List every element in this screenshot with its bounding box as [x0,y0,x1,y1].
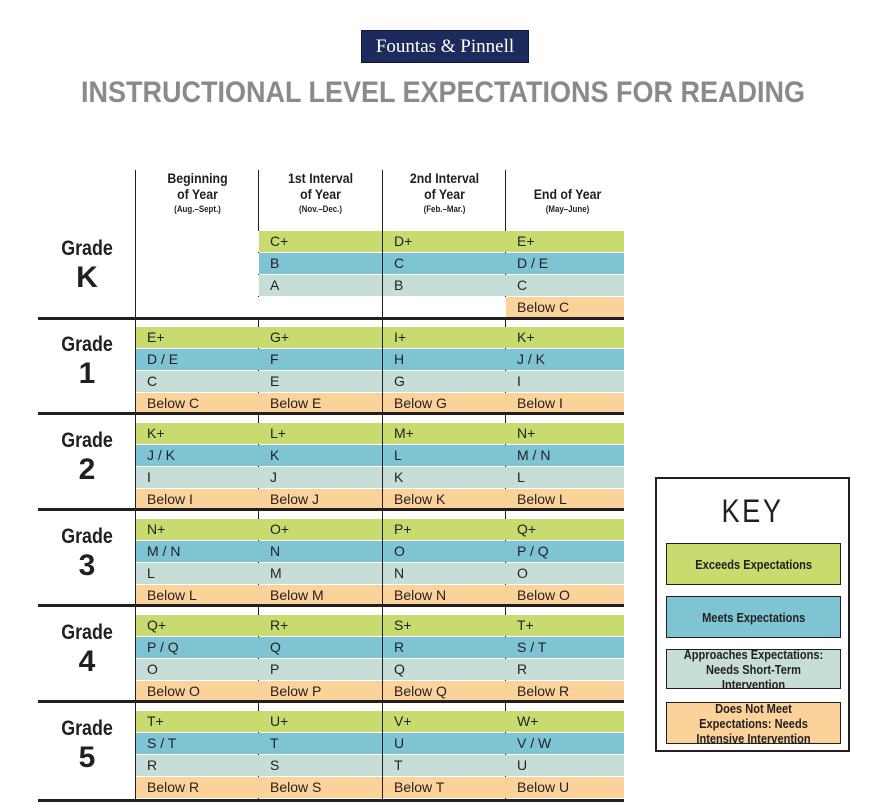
table-row [136,231,624,252]
column-header-line: 1st Interval [287,170,354,186]
table-row [136,585,624,606]
table-cell: Below T [383,777,506,798]
table-row [136,327,624,348]
column-header-line: of Year [177,186,218,202]
table-cell: Below N [383,585,506,606]
table-cell: Below M [259,585,382,606]
table-cell: Below E [259,393,382,414]
table-cell: K+ [506,327,624,348]
table-cell: L [506,467,624,488]
column-header-line: (Nov.–Dec.) [298,204,342,214]
table-cell: C [506,275,624,296]
column-header-line: (May–June) [545,204,590,214]
key-label: Approaches Expectations: Needs Short-Term Intervention [683,646,824,692]
grade-separator [38,799,624,802]
table-cell: T+ [136,711,259,732]
column-header-line: (Feb.–Mar.) [423,204,466,214]
table-row [136,467,624,488]
table-row [136,777,624,798]
grade-word: Grade [61,621,113,644]
table-cell: K+ [136,423,259,444]
grade-word: Grade [61,237,113,260]
table-cell: M [259,563,382,584]
grade-number: 2 [78,453,96,486]
table-cell: O [383,541,506,562]
table-cell: F [259,349,382,370]
table-row [136,393,624,414]
table-cell: I [506,371,624,392]
table-cell: Below I [136,489,259,510]
table-cell: T [383,755,506,776]
table-cell: E+ [506,231,624,252]
table-cell: D / E [136,349,259,370]
table-cell: Below U [506,777,624,798]
column-header-line: Beginning [167,170,228,186]
table-cell: R+ [259,615,382,636]
table-cell: Below S [259,777,382,798]
table-cell: Below I [506,393,624,414]
column-header-1 [136,170,259,216]
table-cell [136,253,259,274]
table-cell: T [259,733,382,754]
table-cell [136,275,259,296]
table-cell: Below G [383,393,506,414]
key-meets [666,596,841,638]
table-cell: C [383,253,506,274]
table-cell: S / T [136,733,259,754]
table-cell: Below R [136,777,259,798]
page-title: INSTRUCTIONAL LEVEL EXPECTATIONS FOR READING [80,76,806,109]
grade-number: 4 [78,645,96,678]
table-cell: N [383,563,506,584]
table-cell: Below Q [383,681,506,702]
table-cell: P / Q [136,637,259,658]
grade-word: Grade [61,429,113,452]
table-cell: U [383,733,506,754]
table-cell: L [136,563,259,584]
table-cell: N+ [506,423,624,444]
table-cell: O [136,659,259,680]
grade-label-3 [38,525,136,583]
table-cell: T+ [506,615,624,636]
table-cell: J [259,467,382,488]
table-row [136,349,624,370]
table-row [136,659,624,680]
column-header-line: of Year [424,186,465,202]
table-cell: Below R [506,681,624,702]
table-row [136,371,624,392]
grade-separator [38,508,624,511]
grade-label-2 [38,429,136,487]
table-cell: L+ [259,423,382,444]
grade-label-5 [38,717,136,775]
table-cell: A [259,275,382,296]
table-cell: S / T [506,637,624,658]
table-cell: C+ [259,231,382,252]
table-cell: C [136,371,259,392]
table-cell: D+ [383,231,506,252]
table-cell: S [259,755,382,776]
table-row [136,275,624,296]
table-cell: S+ [383,615,506,636]
grade-number: K [76,261,98,294]
table-cell: I+ [383,327,506,348]
table-row [136,563,624,584]
grade-word: Grade [61,333,113,356]
table-cell [259,297,382,318]
key-legend [655,477,850,752]
table-cell: Below L [136,585,259,606]
table-cell: Below C [506,297,624,318]
column-header-line: 2nd Interval [409,170,480,186]
key-approaches [666,646,841,692]
key-exceeds [666,543,841,585]
table-row [136,711,624,732]
table-cell: G [383,371,506,392]
table-cell [136,297,259,318]
table-cell: P [259,659,382,680]
table-cell: V+ [383,711,506,732]
table-row [136,541,624,562]
table-cell: W+ [506,711,624,732]
brand-logo: Fountas & Pinnell [361,30,529,63]
table-cell: P+ [383,519,506,540]
table-cell: L [383,445,506,466]
table-row [136,755,624,776]
table-cell: Q+ [506,519,624,540]
table-cell: M / N [136,541,259,562]
table-cell: R [506,659,624,680]
table-cell: H [383,349,506,370]
table-cell: J / K [136,445,259,466]
table-cell: B [383,275,506,296]
column-header-line: End of Year [533,186,602,202]
key-label: Exceeds Expectations [695,556,812,572]
table-cell [383,297,506,318]
table-cell: Below O [136,681,259,702]
table-row [136,637,624,658]
grade-separator [38,317,624,320]
key-title: KEY [721,493,784,529]
table-cell: B [259,253,382,274]
table-cell: Q+ [136,615,259,636]
column-header-line: of Year [300,186,341,202]
table-row [136,681,624,702]
table-cell [136,231,259,252]
grade-separator [38,700,624,703]
table-cell: V / W [506,733,624,754]
table-cell: J / K [506,349,624,370]
grade-label-4 [38,621,136,679]
table-cell: R [383,637,506,658]
grade-word: Grade [61,525,113,548]
table-cell: O [506,563,624,584]
table-row [136,519,624,540]
table-cell: P / Q [506,541,624,562]
key-not-meet [666,702,841,744]
grade-separator [38,604,624,607]
grade-number: 1 [78,357,96,390]
column-header-3 [383,170,506,216]
table-cell: N+ [136,519,259,540]
grade-label-k [38,237,136,295]
table-cell: R [136,755,259,776]
table-cell: Below C [136,393,259,414]
table-cell: N [259,541,382,562]
table-cell: M+ [383,423,506,444]
table-row [136,297,624,318]
table-cell: E [259,371,382,392]
table-row [136,445,624,466]
table-cell: Below P [259,681,382,702]
table-cell: M / N [506,445,624,466]
table-cell: U [506,755,624,776]
column-header-2 [259,170,382,216]
grade-number: 5 [78,741,96,774]
table-cell: Below K [383,489,506,510]
grade-label-1 [38,333,136,391]
grade-word: Grade [61,717,113,740]
table-cell: Below L [506,489,624,510]
table-cell: U+ [259,711,382,732]
grade-separator [38,412,624,415]
table-cell: D / E [506,253,624,274]
column-header-4 [506,186,629,216]
table-row [136,489,624,510]
column-header-line: (Aug.–Sept.) [174,204,221,214]
table-row [136,253,624,274]
table-row [136,615,624,636]
key-label: Meets Expectations [701,609,806,625]
table-row [136,733,624,754]
table-row [136,423,624,444]
key-label: Does Not Meet Expectations: Needs Intensive Intervention [696,700,811,746]
grade-number: 3 [78,549,96,582]
table-cell: Below O [506,585,624,606]
table-cell: K [383,467,506,488]
table-cell: K [259,445,382,466]
table-cell: G+ [259,327,382,348]
table-cell: I [136,467,259,488]
table-cell: O+ [259,519,382,540]
table-cell: Q [383,659,506,680]
table-cell: Q [259,637,382,658]
table-cell: E+ [136,327,259,348]
table-cell: Below J [259,489,382,510]
